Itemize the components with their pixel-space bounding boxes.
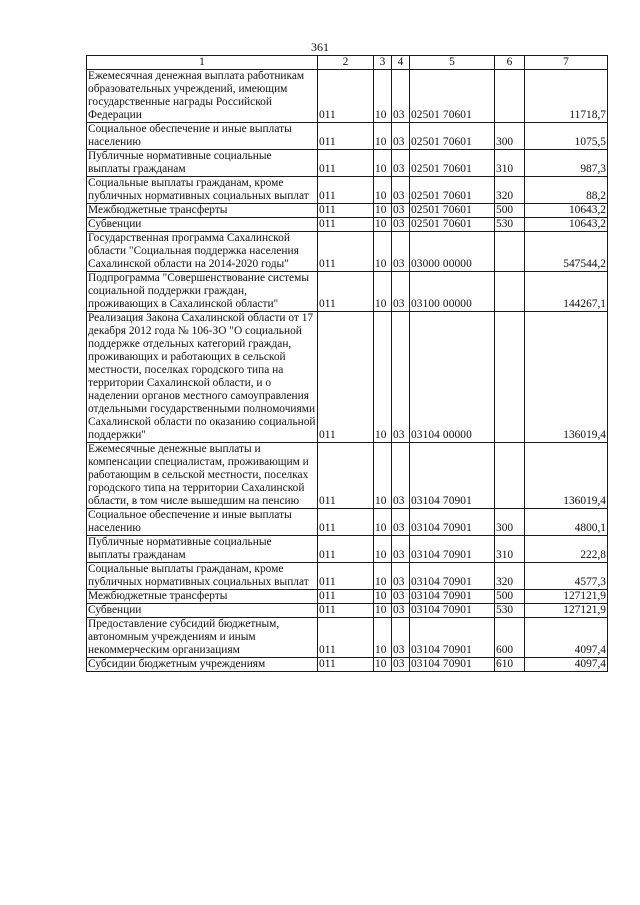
- row-amount: 4097,4: [525, 618, 608, 658]
- row-type: 320: [495, 177, 525, 204]
- row-amount: 144267,1: [525, 272, 608, 312]
- row-section: 10: [374, 204, 392, 218]
- row-ministry: 011: [318, 232, 374, 272]
- column-header-subsection: 4: [392, 56, 410, 70]
- row-subsection: 03: [392, 204, 410, 218]
- table-row: [87, 177, 608, 204]
- row-subsection: 03: [392, 218, 410, 232]
- row-target: 02501 70601: [410, 123, 495, 150]
- row-name: Реализация Закона Сахалинской области от 17 декабря 2012 года № 106-ЗО "О социальной поддержке отдельных категорий граждан, проживающих и работающих в сельской местности, поселках городского типа на территории Сахалинской области, и о наделении органов местного самоуправления отдельными государственными полномочиями Сахалинской области по оказанию социальной поддержки": [88, 312, 316, 441]
- row-subsection: 03: [392, 604, 410, 618]
- row-name: Межбюджетные трансферты: [87, 590, 318, 604]
- table-row: [87, 218, 608, 232]
- table-row: [87, 312, 608, 443]
- row-subsection: 03: [392, 123, 410, 150]
- column-header-target: 5: [410, 56, 495, 70]
- row-ministry: 011: [318, 123, 374, 150]
- row-amount: 4097,4: [525, 658, 608, 672]
- row-type: [495, 70, 525, 123]
- row-name: Публичные нормативные социальные выплаты гражданам: [87, 150, 318, 177]
- table-row: [87, 618, 608, 658]
- row-type: 320: [495, 563, 525, 590]
- table-row: [87, 590, 608, 604]
- row-name: Социальное обеспечение и иные выплаты населению: [87, 509, 318, 536]
- row-section: 10: [374, 604, 392, 618]
- table-row: [87, 563, 608, 590]
- row-section: 10: [374, 272, 392, 312]
- row-subsection: 03: [392, 590, 410, 604]
- row-name: Публичные нормативные социальные выплаты гражданам: [87, 536, 318, 563]
- row-subsection: 03: [392, 177, 410, 204]
- budget-table: [86, 55, 608, 672]
- row-target: 03104 70901: [410, 604, 495, 618]
- table-row: [87, 204, 608, 218]
- row-ministry: 011: [318, 536, 374, 563]
- table-row: [87, 604, 608, 618]
- row-type: 610: [495, 658, 525, 672]
- row-ministry: 011: [318, 604, 374, 618]
- table-row: [87, 272, 608, 312]
- column-header-ministry: 2: [318, 56, 374, 70]
- row-target: 03104 70901: [410, 509, 495, 536]
- row-ministry: 011: [318, 150, 374, 177]
- row-name: Социальные выплаты гражданам, кроме публичных нормативных социальных выплат: [87, 563, 318, 590]
- row-name: Социальное обеспечение и иные выплаты населению: [87, 123, 318, 150]
- header-row: [87, 56, 608, 70]
- row-type: 300: [495, 123, 525, 150]
- row-type: [495, 443, 525, 509]
- row-subsection: 03: [392, 272, 410, 312]
- row-target: 03104 70901: [410, 563, 495, 590]
- row-name: Социальные выплаты гражданам, кроме публичных нормативных социальных выплат: [87, 177, 318, 204]
- row-ministry: 011: [318, 509, 374, 536]
- row-name: Ежемесячная денежная выплата работникам образовательных учреждений, имеющим государственные награды Российской Федерации: [87, 70, 318, 123]
- row-subsection: 03: [392, 563, 410, 590]
- table-row: [87, 443, 608, 509]
- row-section: 10: [374, 509, 392, 536]
- row-amount: 987,3: [525, 150, 608, 177]
- row-ministry: 011: [318, 563, 374, 590]
- row-target: 02501 70601: [410, 204, 495, 218]
- page-number: 361: [311, 40, 329, 54]
- row-section: 10: [374, 312, 392, 443]
- row-section: 10: [374, 563, 392, 590]
- row-amount: 10643,2: [525, 204, 608, 218]
- row-ministry: 011: [318, 204, 374, 218]
- row-target: 02501 70601: [410, 150, 495, 177]
- row-amount: 10643,2: [525, 218, 608, 232]
- row-ministry: 011: [318, 658, 374, 672]
- row-section: 10: [374, 618, 392, 658]
- row-amount: 88,2: [525, 177, 608, 204]
- row-type: 300: [495, 509, 525, 536]
- table-row: [87, 232, 608, 272]
- row-name: Подпрограмма "Совершенствование системы социальной поддержки граждан, проживающих в Сахалинской области": [87, 272, 318, 312]
- row-target: 03104 70901: [410, 658, 495, 672]
- table-row: [87, 509, 608, 536]
- row-section: 10: [374, 123, 392, 150]
- row-ministry: 011: [318, 272, 374, 312]
- row-amount: 4577,3: [525, 563, 608, 590]
- row-type: [495, 232, 525, 272]
- table-body: [87, 70, 608, 672]
- row-amount: 136019,4: [525, 312, 608, 443]
- row-amount: 222,8: [525, 536, 608, 563]
- row-type: 310: [495, 150, 525, 177]
- row-subsection: 03: [392, 232, 410, 272]
- row-subsection: 03: [392, 618, 410, 658]
- row-target: 03000 00000: [410, 232, 495, 272]
- column-header-type: 6: [495, 56, 525, 70]
- row-name: Государственная программа Сахалинской области "Социальная поддержка населения Сахалинской области на 2014-2020 годы": [87, 232, 318, 272]
- row-name: Субвенции: [87, 604, 318, 618]
- row-amount: 136019,4: [525, 443, 608, 509]
- column-header-name: 1: [87, 56, 318, 70]
- row-name: Межбюджетные трансферты: [87, 204, 318, 218]
- row-section: 10: [374, 150, 392, 177]
- table-row: [87, 123, 608, 150]
- row-target: 03104 70901: [410, 590, 495, 604]
- row-ministry: 011: [318, 590, 374, 604]
- row-type: [495, 312, 525, 443]
- row-target: 03104 70901: [410, 618, 495, 658]
- row-section: 10: [374, 536, 392, 563]
- table-row: [87, 70, 608, 123]
- row-section: 10: [374, 70, 392, 123]
- row-target: 03104 00000: [410, 312, 495, 443]
- row-target: 02501 70601: [410, 218, 495, 232]
- row-ministry: 011: [318, 443, 374, 509]
- row-target: 02501 70601: [410, 177, 495, 204]
- row-name: Субсидии бюджетным учреждениям: [87, 658, 318, 672]
- table-row: [87, 658, 608, 672]
- row-ministry: 011: [318, 177, 374, 204]
- row-target: 03104 70901: [410, 536, 495, 563]
- row-section: 10: [374, 177, 392, 204]
- row-section: 10: [374, 232, 392, 272]
- column-header-amount: 7: [525, 56, 608, 70]
- row-amount: 547544,2: [525, 232, 608, 272]
- row-type: 500: [495, 204, 525, 218]
- row-ministry: 011: [318, 218, 374, 232]
- table-row: [87, 536, 608, 563]
- row-type: 530: [495, 218, 525, 232]
- row-subsection: 03: [392, 70, 410, 123]
- row-amount: 11718,7: [525, 70, 608, 123]
- row-amount: 127121,9: [525, 590, 608, 604]
- row-amount: 127121,9: [525, 604, 608, 618]
- row-target: 03100 00000: [410, 272, 495, 312]
- row-ministry: 011: [318, 70, 374, 123]
- row-type: 530: [495, 604, 525, 618]
- row-amount: 1075,5: [525, 123, 608, 150]
- row-target: 02501 70601: [410, 70, 495, 123]
- table-row: [87, 150, 608, 177]
- row-type: 600: [495, 618, 525, 658]
- row-type: [495, 272, 525, 312]
- row-name: Субвенции: [87, 218, 318, 232]
- row-ministry: 011: [318, 618, 374, 658]
- row-type: 500: [495, 590, 525, 604]
- row-target: 03104 70901: [410, 443, 495, 509]
- row-type: 310: [495, 536, 525, 563]
- row-section: 10: [374, 658, 392, 672]
- row-subsection: 03: [392, 150, 410, 177]
- row-amount: 4800,1: [525, 509, 608, 536]
- row-subsection: 03: [392, 536, 410, 563]
- row-subsection: 03: [392, 509, 410, 536]
- column-header-section: 3: [374, 56, 392, 70]
- row-section: 10: [374, 218, 392, 232]
- row-subsection: 03: [392, 312, 410, 443]
- row-subsection: 03: [392, 443, 410, 509]
- row-ministry: 011: [318, 312, 374, 443]
- row-section: 10: [374, 590, 392, 604]
- row-name: Предоставление субсидий бюджетным, автономным учреждениям и иным некоммерческим организациям: [87, 618, 318, 658]
- row-name: Ежемесячные денежные выплаты и компенсации специалистам, проживающим и работающим в сельской местности, поселках городского типа на территории Сахалинской области, в том числе вышедшим на пенсию: [87, 443, 318, 509]
- row-section: 10: [374, 443, 392, 509]
- row-subsection: 03: [392, 658, 410, 672]
